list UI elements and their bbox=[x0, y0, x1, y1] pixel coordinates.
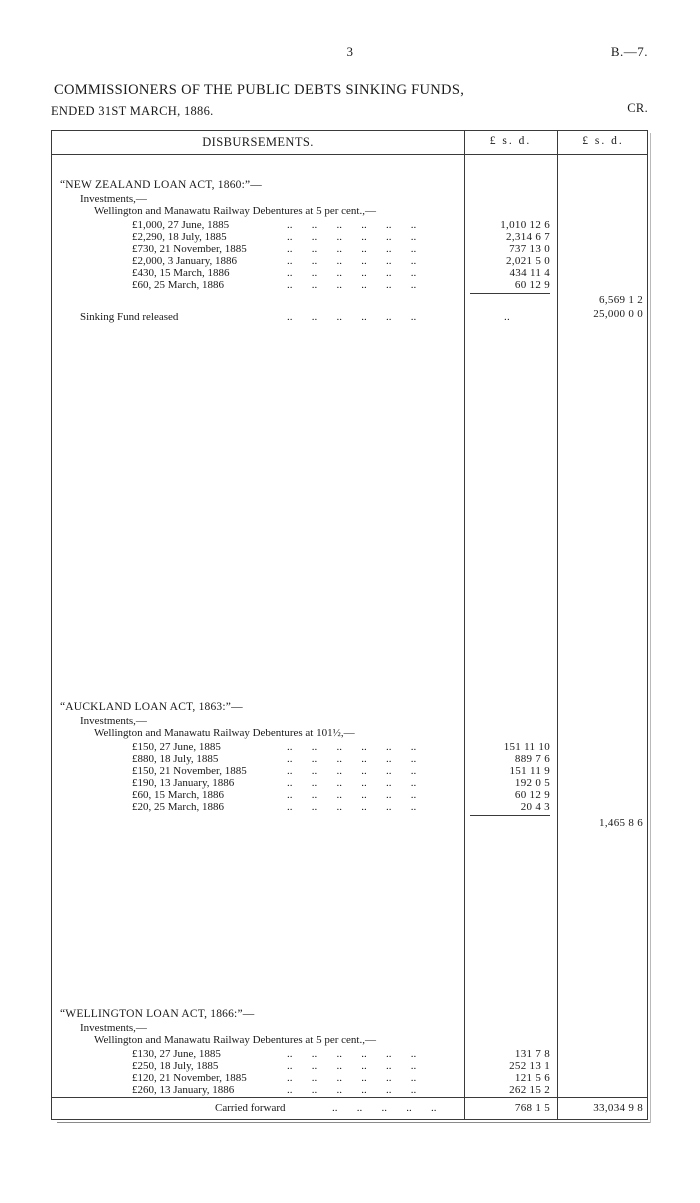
section-sub-investments-2: Investments,— bbox=[80, 715, 147, 727]
credit-marker: CR. bbox=[627, 101, 648, 115]
leader-dots: .. .. .. .. .. .. bbox=[287, 753, 417, 765]
section-sub-debentures-3: Wellington and Manawatu Railway Debentures at 5 per cent.,— bbox=[94, 1034, 376, 1046]
footer-rule bbox=[52, 1097, 647, 1098]
subtotal-rule bbox=[470, 293, 550, 294]
table-cell-amount: 20 4 3 bbox=[520, 801, 550, 813]
table-row: £130, 27 June, 1885 bbox=[132, 1048, 221, 1060]
table-cell-amount: 2,021 5 0 bbox=[506, 255, 550, 267]
table-cell-amount: 2,314 6 7 bbox=[506, 231, 550, 243]
table-row: £880, 18 July, 1885 bbox=[132, 753, 219, 765]
table-cell-amount: 252 13 1 bbox=[509, 1060, 550, 1072]
leader-dots: .. .. .. .. .. .. bbox=[287, 311, 417, 323]
table-row: £2,000, 3 January, 1886 bbox=[132, 255, 237, 267]
section-subtotal: 1,465 8 6 bbox=[599, 817, 643, 829]
leader-dots: .. .. .. .. .. .. bbox=[287, 741, 417, 753]
leader-dots: .. .. .. .. .. .. bbox=[287, 777, 417, 789]
leader-dots: .. .. .. .. .. .. bbox=[287, 1084, 417, 1096]
table-cell-amount: 737 13 0 bbox=[509, 243, 550, 255]
table-cell-amount: 60 12 9 bbox=[514, 789, 550, 801]
leader-dots: .. .. .. .. .. .. bbox=[287, 219, 417, 231]
leader-dots: .. .. .. .. .. .. bbox=[287, 243, 417, 255]
table-row: £190, 13 January, 1886 bbox=[132, 777, 235, 789]
table-cell-amount: 262 15 2 bbox=[509, 1084, 550, 1096]
leader-dots: .. .. .. .. .. .. bbox=[287, 255, 417, 267]
disbursements-table bbox=[51, 130, 648, 1120]
table-row: £120, 21 November, 1885 bbox=[132, 1072, 247, 1084]
section-title-auckland-loan-act: “AUCKLAND LOAN ACT, 1863:”— bbox=[60, 701, 243, 713]
table-row: £60, 25 March, 1886 bbox=[132, 279, 224, 291]
section-sub-debentures-2: Wellington and Manawatu Railway Debentures at 101½,— bbox=[94, 727, 355, 739]
leader-dots: .. .. .. .. .. .. bbox=[287, 267, 417, 279]
section-sub-investments-3: Investments,— bbox=[80, 1022, 147, 1034]
table-cell-amount: 151 11 10 bbox=[503, 741, 550, 753]
leader-dots: .. .. .. .. .. .. bbox=[287, 789, 417, 801]
leader-dots: .. .. .. .. .. .. bbox=[287, 1072, 417, 1084]
table-row: £250, 18 July, 1885 bbox=[132, 1060, 219, 1072]
table-cell-amount: 889 7 6 bbox=[514, 753, 550, 765]
table-row: £20, 25 March, 1886 bbox=[132, 801, 224, 813]
page-number: 3 bbox=[346, 44, 354, 59]
column-header-disbursements: DISBURSEMENTS. bbox=[202, 135, 314, 149]
leader-dots: .. .. .. .. .. .. bbox=[287, 1060, 417, 1072]
table-cell-amount: 131 7 8 bbox=[514, 1048, 550, 1060]
table-shadow-rule-vertical bbox=[650, 133, 651, 1123]
carried-forward-label: Carried forward bbox=[215, 1102, 286, 1114]
section-sub-investments-1: Investments,— bbox=[80, 193, 147, 205]
page-title-text: COMMISSIONERS OF THE PUBLIC DEBTS SINKING FUNDS, bbox=[54, 82, 465, 98]
section-title-new-zealand-loan-act: “NEW ZEALAND LOAN ACT, 1860:”— bbox=[60, 179, 262, 191]
column-divider-2 bbox=[557, 131, 558, 1119]
sinking-fund-released-amount-1: .. bbox=[503, 311, 511, 323]
table-cell-amount: 121 5 6 bbox=[514, 1072, 550, 1084]
table-cell-amount: 1,010 12 6 bbox=[500, 219, 550, 231]
leader-dots: .. .. .. .. .. .. bbox=[287, 765, 417, 777]
table-row: £260, 13 January, 1886 bbox=[132, 1084, 235, 1096]
table-row: £730, 21 November, 1885 bbox=[132, 243, 247, 255]
section-title-wellington-loan-act: “WELLINGTON LOAN ACT, 1866:”— bbox=[60, 1008, 255, 1020]
leader-dots: .. .. .. .. .. bbox=[332, 1102, 437, 1114]
carried-forward-amount-1: 768 1 5 bbox=[514, 1102, 550, 1114]
table-cell-amount: 151 11 9 bbox=[509, 765, 550, 777]
sinking-fund-released-amount-2: 25,000 0 0 bbox=[593, 308, 643, 320]
table-row: £150, 21 November, 1885 bbox=[132, 765, 247, 777]
table-cell-amount: 434 11 4 bbox=[509, 267, 550, 279]
leader-dots: .. .. .. .. .. .. bbox=[287, 801, 417, 813]
column-header-money-2: £ s. d. bbox=[582, 135, 624, 147]
table-row: £2,290, 18 July, 1885 bbox=[132, 231, 227, 243]
table-row: £60, 15 March, 1886 bbox=[132, 789, 224, 801]
table-row: £430, 15 March, 1886 bbox=[132, 267, 230, 279]
leader-dots: .. .. .. .. .. .. bbox=[287, 279, 417, 291]
table-cell-amount: 60 12 9 bbox=[514, 279, 550, 291]
section-subtotal: 6,569 1 2 bbox=[599, 294, 643, 306]
sinking-fund-released-label: Sinking Fund released bbox=[80, 311, 179, 323]
table-row: £1,000, 27 June, 1885 bbox=[132, 219, 230, 231]
page-subtitle-text: ENDED 31ST MARCH, 1886. bbox=[51, 104, 214, 118]
table-header-row bbox=[52, 131, 647, 155]
carried-forward-amount-2: 33,034 9 8 bbox=[593, 1102, 643, 1114]
leader-dots: .. .. .. .. .. .. bbox=[287, 231, 417, 243]
column-header-money-1: £ s. d. bbox=[489, 135, 532, 147]
leader-dots: .. .. .. .. .. .. bbox=[287, 1048, 417, 1060]
page-subtitle bbox=[51, 104, 214, 119]
table-row: £150, 27 June, 1885 bbox=[132, 741, 221, 753]
subtotal-rule bbox=[470, 815, 550, 816]
section-sub-debentures-1: Wellington and Manawatu Railway Debentures at 5 per cent.,— bbox=[94, 205, 376, 217]
table-cell-amount: 192 0 5 bbox=[514, 777, 550, 789]
page-title bbox=[54, 82, 464, 99]
table-shadow-rule bbox=[57, 1122, 651, 1123]
document-reference: B.—7. bbox=[610, 44, 648, 59]
